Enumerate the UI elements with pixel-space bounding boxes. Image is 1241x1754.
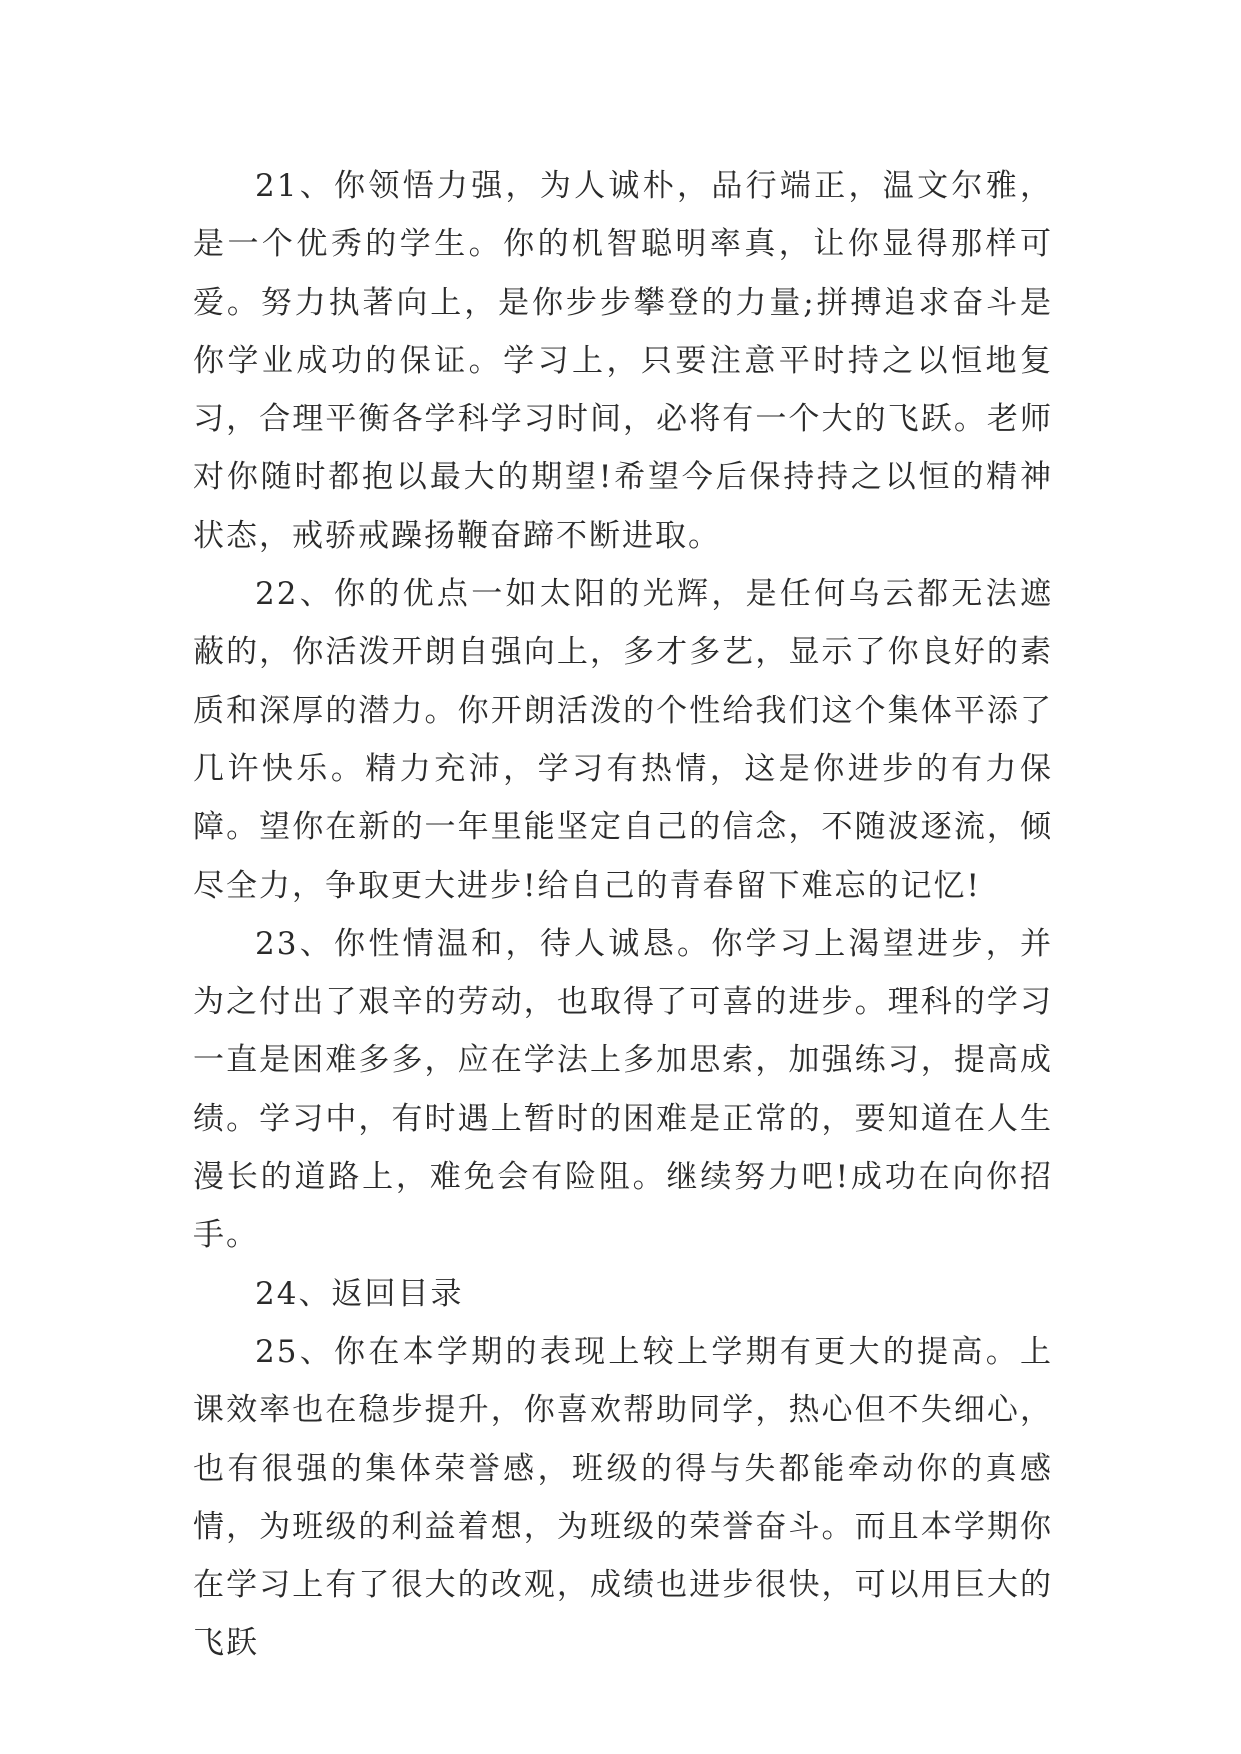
paragraph-25: 25、你在本学期的表现上较上学期有更大的提高。上课效率也在稳步提升，你喜欢帮助同学，热心但不失细心，也有很强的集体荣誉感，班级的得与失都能牵动你的真感情，为班级的利益着想，为班级的荣誉奋斗。而且本学期你在学习上有了很大的改观，成绩也进步很快，可以用巨大的飞跃 xyxy=(193,1333,1053,1662)
paragraph-21: 21、你领悟力强，为人诚朴，品行端正，温文尔雅，是一个优秀的学生。你的机智聪明率真，让你显得那样可爱。努力执著向上，是你步步攀登的力量;拼搏追求奋斗是你学业成功的保证。学习上，只要注意平时持之以恒地复习，合理平衡各学科学习时间，必将有一个大的飞跃。老师对你随时都抱以最大的期望!希望今后保持持之以恒的精神状态，戒骄戒躁扬鞭奋蹄不断进取。 xyxy=(193,168,1053,554)
paragraph-24-toc-link: 24、返回目录 xyxy=(255,1275,464,1312)
paragraph-22: 22、你的优点一如太阳的光辉，是任何乌云都无法遮蔽的，你活泼开朗自强向上，多才多艺，显示了你良好的素质和深厚的潜力。你开朗活泼的个性给我们这个集体平添了几许快乐。精力充沛，学习有热情，这是你进步的有力保障。望你在新的一年里能坚定自己的信念，不随波逐流，倾尽全力，争取更大进步!给自己的青春留下难忘的记忆! xyxy=(193,576,1053,904)
paragraph-23: 23、你性情温和，待人诚恳。你学习上渴望进步，并为之付出了艰辛的劳动，也取得了可喜的进步。理科的学习一直是困难多多，应在学法上多加思索，加强练习，提高成绩。学习中，有时遇上暂时的困难是正常的，要知道在人生漫长的道路上，难免会有险阻。继续努力吧!成功在向你招手。 xyxy=(193,925,1053,1254)
document-body xyxy=(193,157,1053,1673)
